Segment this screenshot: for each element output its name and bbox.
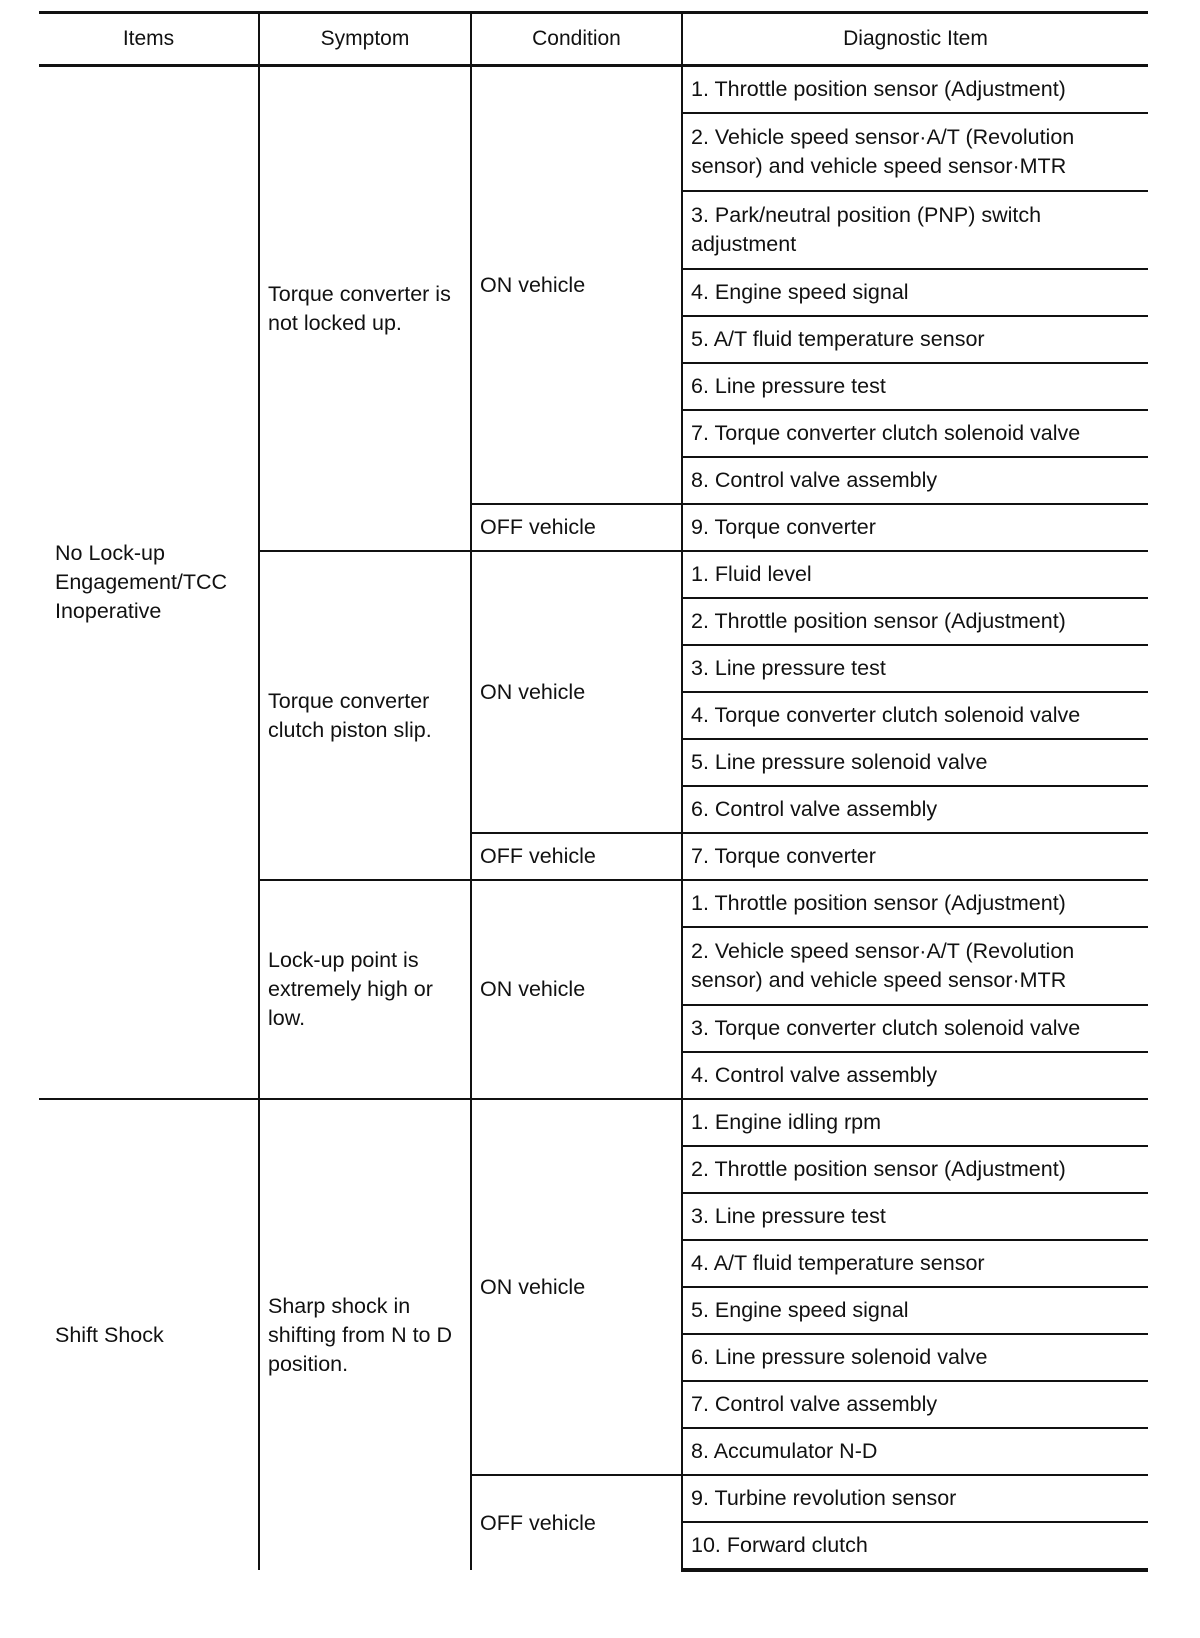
- condition-cell: ON vehicle: [471, 551, 682, 833]
- diagnostic-item-cell: 9. Torque converter: [682, 504, 1148, 551]
- diagnostic-item-cell: 5. A/T fluid temperature sensor: [682, 316, 1148, 363]
- diagnostic-item-cell: 2. Vehicle speed sensor·A/T (Revolution sensor) and vehicle speed sensor·MTR: [682, 113, 1148, 191]
- diagnostic-table: [39, 11, 1148, 1572]
- condition-cell: OFF vehicle: [471, 504, 682, 551]
- diagnostic-item-cell: 3. Line pressure test: [682, 1193, 1148, 1240]
- condition-cell: ON vehicle: [471, 66, 682, 505]
- diagnostic-item-cell: 1. Throttle position sensor (Adjustment): [682, 880, 1148, 927]
- diagnostic-item-cell: 7. Torque converter clutch solenoid valve: [682, 410, 1148, 457]
- condition-cell: OFF vehicle: [471, 833, 682, 880]
- diagnostic-item-cell: 6. Control valve assembly: [682, 786, 1148, 833]
- condition-cell: ON vehicle: [471, 1099, 682, 1475]
- header-items: Items: [39, 13, 259, 66]
- table-body: [39, 66, 1148, 1571]
- header-diagnostic-item: Diagnostic Item: [682, 13, 1148, 66]
- diagnostic-item-cell: 7. Control valve assembly: [682, 1381, 1148, 1428]
- diagnostic-item-cell: 10. Forward clutch: [682, 1522, 1148, 1570]
- diagnostic-item-cell: 4. Control valve assembly: [682, 1052, 1148, 1099]
- diagnostic-item-cell: 3. Torque converter clutch solenoid valve: [682, 1005, 1148, 1052]
- condition-cell: ON vehicle: [471, 880, 682, 1099]
- symptom-cell: Lock-up point is extremely high or low.: [259, 880, 471, 1099]
- item-cell: No Lock-up Engagement/TCC Inoperative: [39, 66, 259, 1100]
- diagnostic-item-cell: 1. Throttle position sensor (Adjustment): [682, 66, 1148, 114]
- diagnostic-item-cell: 2. Throttle position sensor (Adjustment): [682, 598, 1148, 645]
- item-cell: Shift Shock: [39, 1099, 259, 1570]
- table-row: [39, 1099, 1148, 1146]
- diagnostic-item-cell: 2. Vehicle speed sensor·A/T (Revolution sensor) and vehicle speed sensor·MTR: [682, 927, 1148, 1005]
- symptom-cell: Torque converter clutch piston slip.: [259, 551, 471, 880]
- diagnostic-item-cell: 4. A/T fluid temperature sensor: [682, 1240, 1148, 1287]
- diagnostic-item-cell: 8. Control valve assembly: [682, 457, 1148, 504]
- diagnostic-item-cell: 6. Line pressure solenoid valve: [682, 1334, 1148, 1381]
- header-symptom: Symptom: [259, 13, 471, 66]
- diagnostic-item-cell: 2. Throttle position sensor (Adjustment): [682, 1146, 1148, 1193]
- diagnostic-item-cell: 1. Engine idling rpm: [682, 1099, 1148, 1146]
- diagnostic-item-cell: 9. Turbine revolution sensor: [682, 1475, 1148, 1522]
- diagnostic-item-cell: 1. Fluid level: [682, 551, 1148, 598]
- diagnostic-item-cell: 8. Accumulator N-D: [682, 1428, 1148, 1475]
- diagnostic-item-cell: 3. Park/neutral position (PNP) switch adjustment: [682, 191, 1148, 269]
- table-row: [39, 66, 1148, 114]
- diagnostic-item-cell: 3. Line pressure test: [682, 645, 1148, 692]
- header-condition: Condition: [471, 13, 682, 66]
- diagnostic-item-cell: 6. Line pressure test: [682, 363, 1148, 410]
- condition-cell: OFF vehicle: [471, 1475, 682, 1570]
- header-row: [39, 13, 1148, 66]
- diagnostic-item-cell: 7. Torque converter: [682, 833, 1148, 880]
- symptom-cell: Torque converter is not locked up.: [259, 66, 471, 552]
- diagnostic-item-cell: 4. Engine speed signal: [682, 269, 1148, 316]
- diagnostic-item-cell: 5. Line pressure solenoid valve: [682, 739, 1148, 786]
- diagnostic-item-cell: 4. Torque converter clutch solenoid valve: [682, 692, 1148, 739]
- symptom-cell: Sharp shock in shifting from N to D position.: [259, 1099, 471, 1570]
- diagnostic-item-cell: 5. Engine speed signal: [682, 1287, 1148, 1334]
